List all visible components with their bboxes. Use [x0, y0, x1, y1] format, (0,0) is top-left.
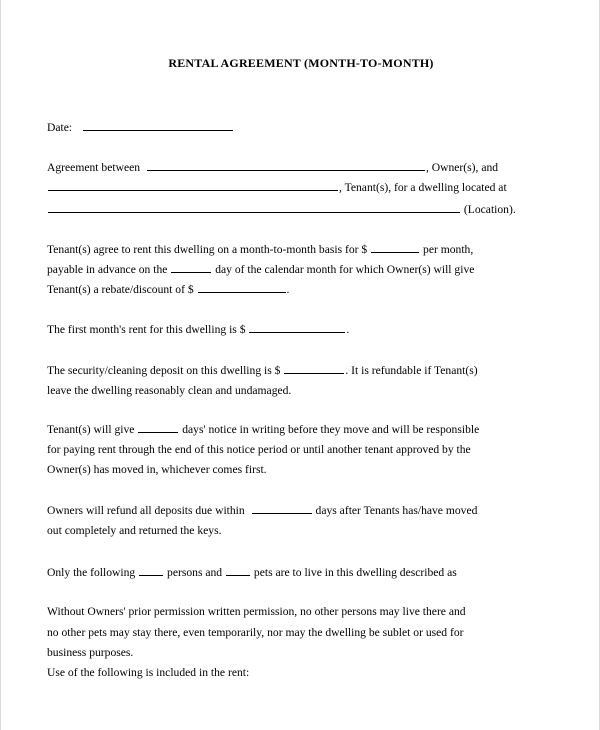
- agreement-text: Agreement between: [47, 161, 141, 174]
- notice-writing-text: days' notice in writing before they move and will be responsible: [182, 423, 480, 436]
- deposit-amount-blank[interactable]: [284, 363, 344, 374]
- deposit-text: The security/cleaning deposit on this dwelling is $: [47, 364, 281, 377]
- refund-after-text: days after Tenants has/have moved: [315, 504, 478, 517]
- deposit-line-2: [47, 384, 291, 398]
- occupants-text: Only the following: [47, 566, 136, 579]
- rent-line-3: [47, 282, 289, 297]
- notice-line-2: [47, 443, 471, 457]
- refund-keys-text: out completely and returned the keys.: [47, 524, 222, 537]
- permission-text-3: business purposes.: [47, 646, 134, 659]
- location-blank[interactable]: [48, 202, 460, 213]
- permission-line-1: [47, 605, 466, 619]
- rent-line-1: [47, 242, 473, 257]
- rebate-period: .: [286, 283, 290, 296]
- included-in-rent-text: Use of the following is included in the rent:: [47, 666, 250, 679]
- rebate-amount-blank[interactable]: [198, 282, 286, 293]
- location-label: (Location).: [463, 203, 516, 216]
- deposit-condition-text: leave the dwelling reasonably clean and undamaged.: [47, 384, 292, 397]
- persons-and-text: persons and: [167, 566, 223, 579]
- agreement-line-1: [47, 160, 498, 175]
- calendar-month-text: day of the calendar month for which Owner(s) will give: [215, 263, 475, 276]
- permission-text-1: Without Owners' prior permission written permission, no other persons may live there and: [47, 605, 466, 618]
- first-month-text: The first month's rent for this dwelling is $: [47, 323, 246, 336]
- owner-name-blank[interactable]: [147, 160, 425, 171]
- notice-period-text: for paying rent through the end of this notice period or until another tenant approved by the: [47, 443, 471, 456]
- page-title: RENTAL AGREEMENT (MONTH-TO-MONTH): [168, 56, 434, 70]
- permission-line-2: [47, 626, 464, 640]
- refund-days-blank[interactable]: [252, 503, 312, 514]
- deposit-line-1: [47, 363, 478, 378]
- tenant-name-blank[interactable]: [48, 180, 338, 191]
- refund-line-2: [47, 524, 222, 538]
- payment-day-blank[interactable]: [171, 262, 211, 273]
- notice-line-3: [47, 463, 267, 477]
- occupants-line: [47, 565, 457, 580]
- permission-line-4: [47, 666, 249, 680]
- persons-count-blank[interactable]: [139, 565, 163, 576]
- rebate-text: Tenant(s) a rebate/discount of $: [47, 283, 194, 296]
- agreement-tenant-text: , Tenant(s), for a dwelling located at: [339, 181, 507, 194]
- permission-text-2: no other pets may stay there, even temporarily, nor may the dwelling be sublet or used for: [47, 626, 464, 639]
- refund-line-1: [47, 503, 477, 518]
- date-blank[interactable]: [83, 120, 233, 131]
- agreement-line-2: [47, 180, 507, 195]
- pets-count-blank[interactable]: [226, 565, 250, 576]
- refund-text: Owners will refund all deposits due within: [47, 504, 245, 517]
- first-month-line: [47, 322, 349, 337]
- notice-text: Tenant(s) will give: [47, 423, 135, 436]
- deposit-refundable-text: . It is refundable if Tenant(s): [345, 364, 478, 377]
- permission-line-3: [47, 646, 133, 660]
- notice-owner-text: Owner(s) has moved in, whichever comes first.: [47, 463, 267, 476]
- rent-text: Tenant(s) agree to rent this dwelling on a month-to-month basis for $: [47, 243, 368, 256]
- notice-line-1: [47, 422, 479, 437]
- first-month-period: .: [346, 323, 350, 336]
- first-month-amount-blank[interactable]: [249, 322, 345, 333]
- payable-text: payable in advance on the: [47, 263, 168, 276]
- agreement-line-3: [47, 202, 516, 217]
- agreement-owner-text: , Owner(s), and: [425, 161, 499, 174]
- date-line: [47, 120, 234, 135]
- pets-text: pets are to live in this dwelling described as: [253, 566, 457, 579]
- notice-days-blank[interactable]: [138, 422, 178, 433]
- date-label: Date:: [47, 121, 73, 134]
- rent-amount-blank[interactable]: [371, 242, 419, 253]
- rent-line-2: [47, 262, 474, 277]
- rent-per-month-text: per month,: [423, 243, 474, 256]
